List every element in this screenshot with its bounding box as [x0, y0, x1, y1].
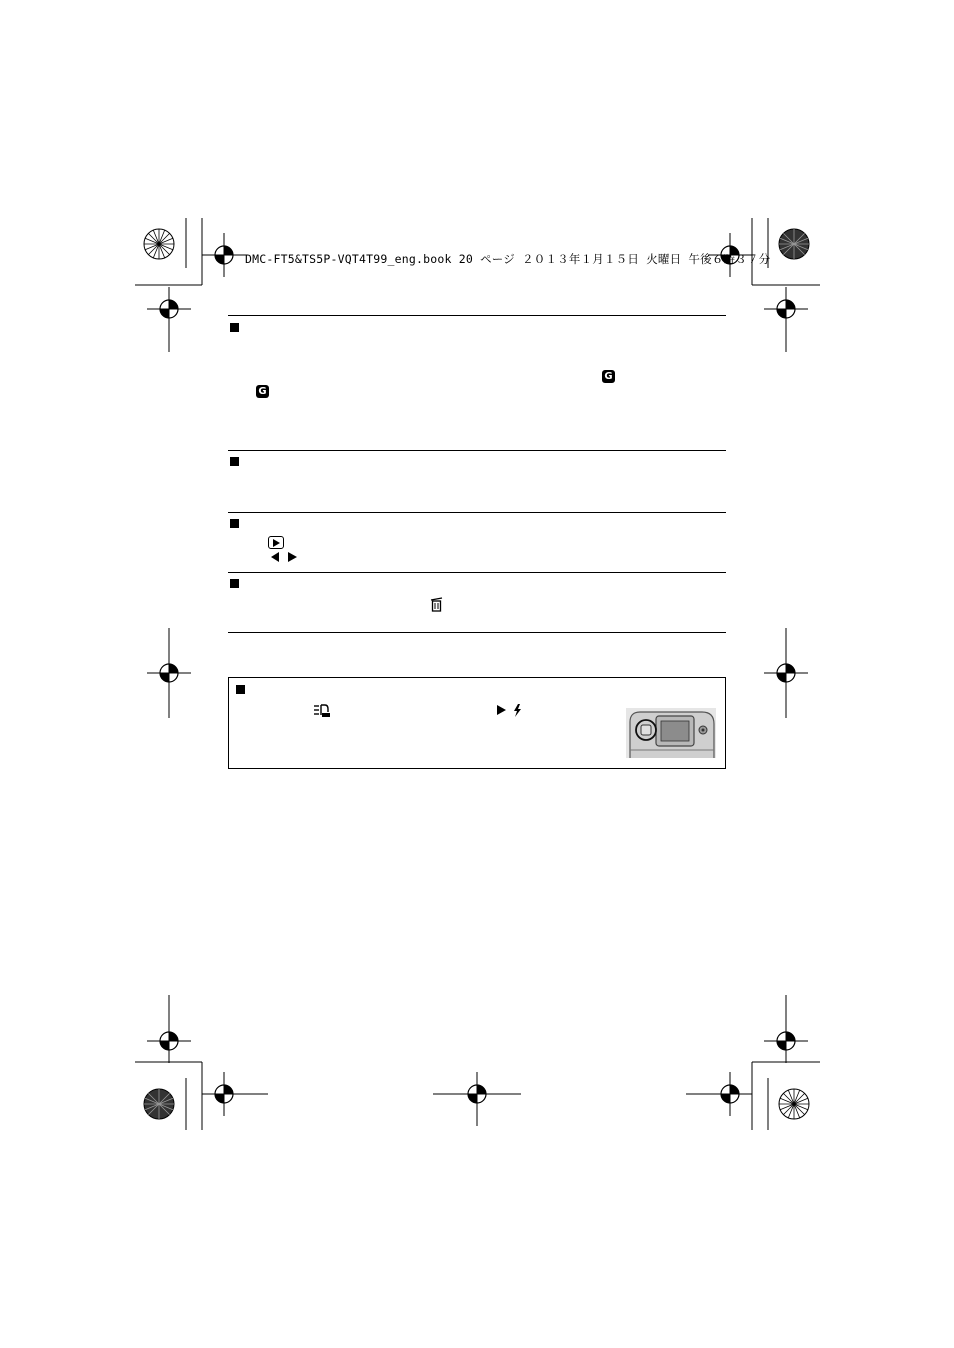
playback-button-icon [268, 536, 284, 549]
running-head: DMC-FT5&TS5P-VQT4T99_eng.book 20 ページ ２０１３年１月１５日 火曜日 午後６時３７分 [245, 252, 771, 266]
section-divider [228, 632, 726, 633]
g-badge-icon: G [256, 385, 269, 398]
right-arrow-flash-icon [496, 704, 526, 718]
black-square-icon [230, 457, 239, 466]
trash-icon [430, 597, 444, 612]
section-divider [228, 450, 726, 451]
black-square-icon [230, 519, 239, 528]
black-square-icon [236, 685, 245, 694]
camera-illustration [626, 708, 716, 758]
black-square-icon [230, 579, 239, 588]
section-divider [228, 572, 726, 573]
section-divider [228, 512, 726, 513]
black-square-icon [230, 323, 239, 332]
left-right-arrow-icon [270, 551, 298, 563]
display-mode-icon [313, 704, 331, 718]
section-divider [228, 315, 726, 316]
g-badge-icon: G [602, 370, 615, 383]
